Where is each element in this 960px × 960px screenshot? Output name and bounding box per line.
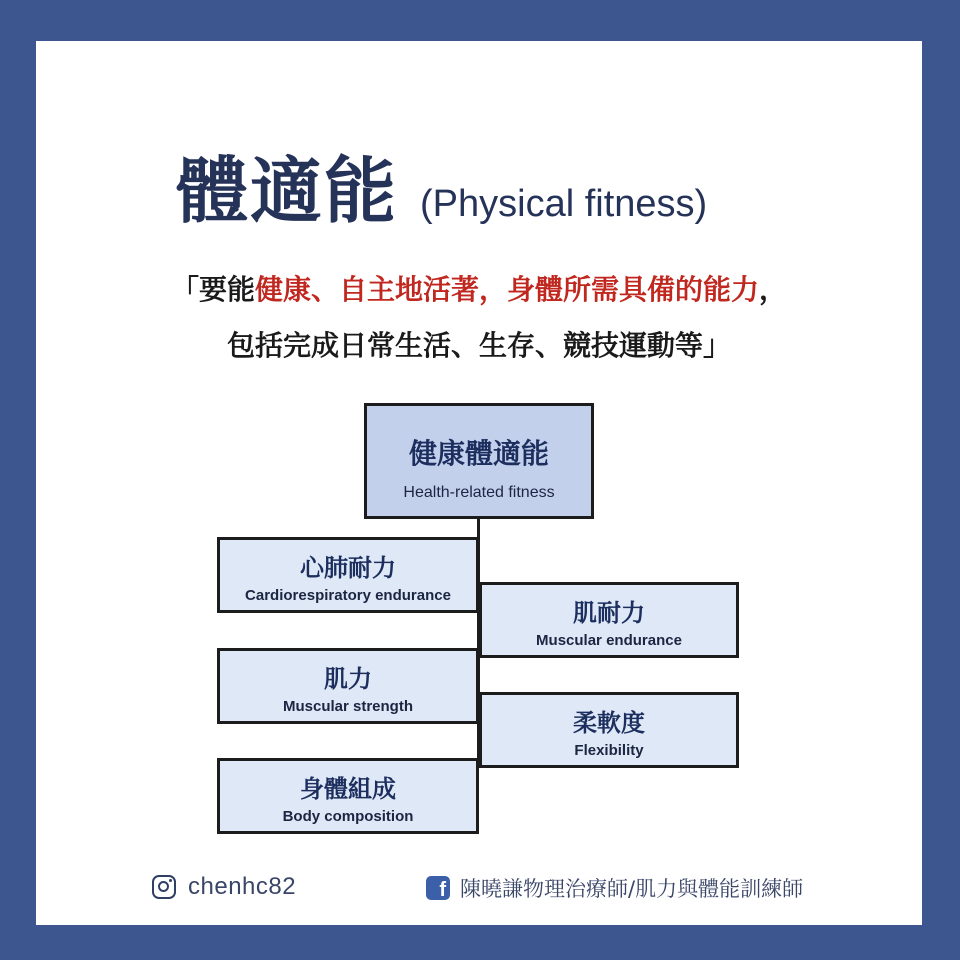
- component-box-muscular-endurance: [479, 582, 739, 658]
- component-label-en: Body composition: [282, 808, 414, 825]
- quote-prefix: 「要能: [170, 273, 255, 306]
- definition-quote-line2: 包括完成日常生活、生存、競技運動等」: [226, 329, 731, 362]
- title-chinese: 體適能: [176, 149, 399, 233]
- component-label-zh: 柔軟度: [573, 709, 645, 737]
- component-box-muscular-strength: [217, 648, 479, 724]
- instagram-credit[interactable]: [152, 873, 296, 901]
- component-label-en: Muscular endurance: [536, 632, 682, 649]
- facebook-page-name[interactable]: 陳曉謙物理治療師/肌力與體能訓練師: [460, 877, 804, 901]
- title-english: (Physical fitness): [420, 183, 708, 225]
- facebook-credit[interactable]: [426, 873, 803, 903]
- instagram-icon: [152, 875, 176, 899]
- component-label-zh: 肌耐力: [573, 599, 645, 627]
- component-box-cardio: [217, 537, 479, 613]
- component-label-zh: 身體組成: [300, 775, 396, 803]
- facebook-icon: f: [426, 876, 450, 900]
- root-label-zh: 健康體適能: [408, 437, 549, 470]
- quote-highlight: 健康、自主地活著，身體所需具備的能力: [254, 273, 759, 306]
- component-box-body-composition: [217, 758, 479, 834]
- content-card: [36, 41, 922, 925]
- component-label-en: Flexibility: [574, 742, 644, 759]
- component-label-zh: 心肺耐力: [300, 554, 396, 582]
- component-label-zh: 肌力: [324, 665, 372, 693]
- quote-comma: ，: [759, 273, 788, 306]
- diagram-root-box: [364, 403, 594, 519]
- definition-quote-line1: [36, 268, 922, 308]
- component-label-en: Muscular strength: [282, 698, 414, 715]
- component-label-en: Cardiorespiratory endurance: [245, 587, 451, 604]
- instagram-handle[interactable]: chenhc82: [188, 873, 297, 900]
- page-title: [176, 133, 707, 237]
- root-label-en: Health-related fitness: [403, 484, 555, 501]
- component-box-flexibility: [479, 692, 739, 768]
